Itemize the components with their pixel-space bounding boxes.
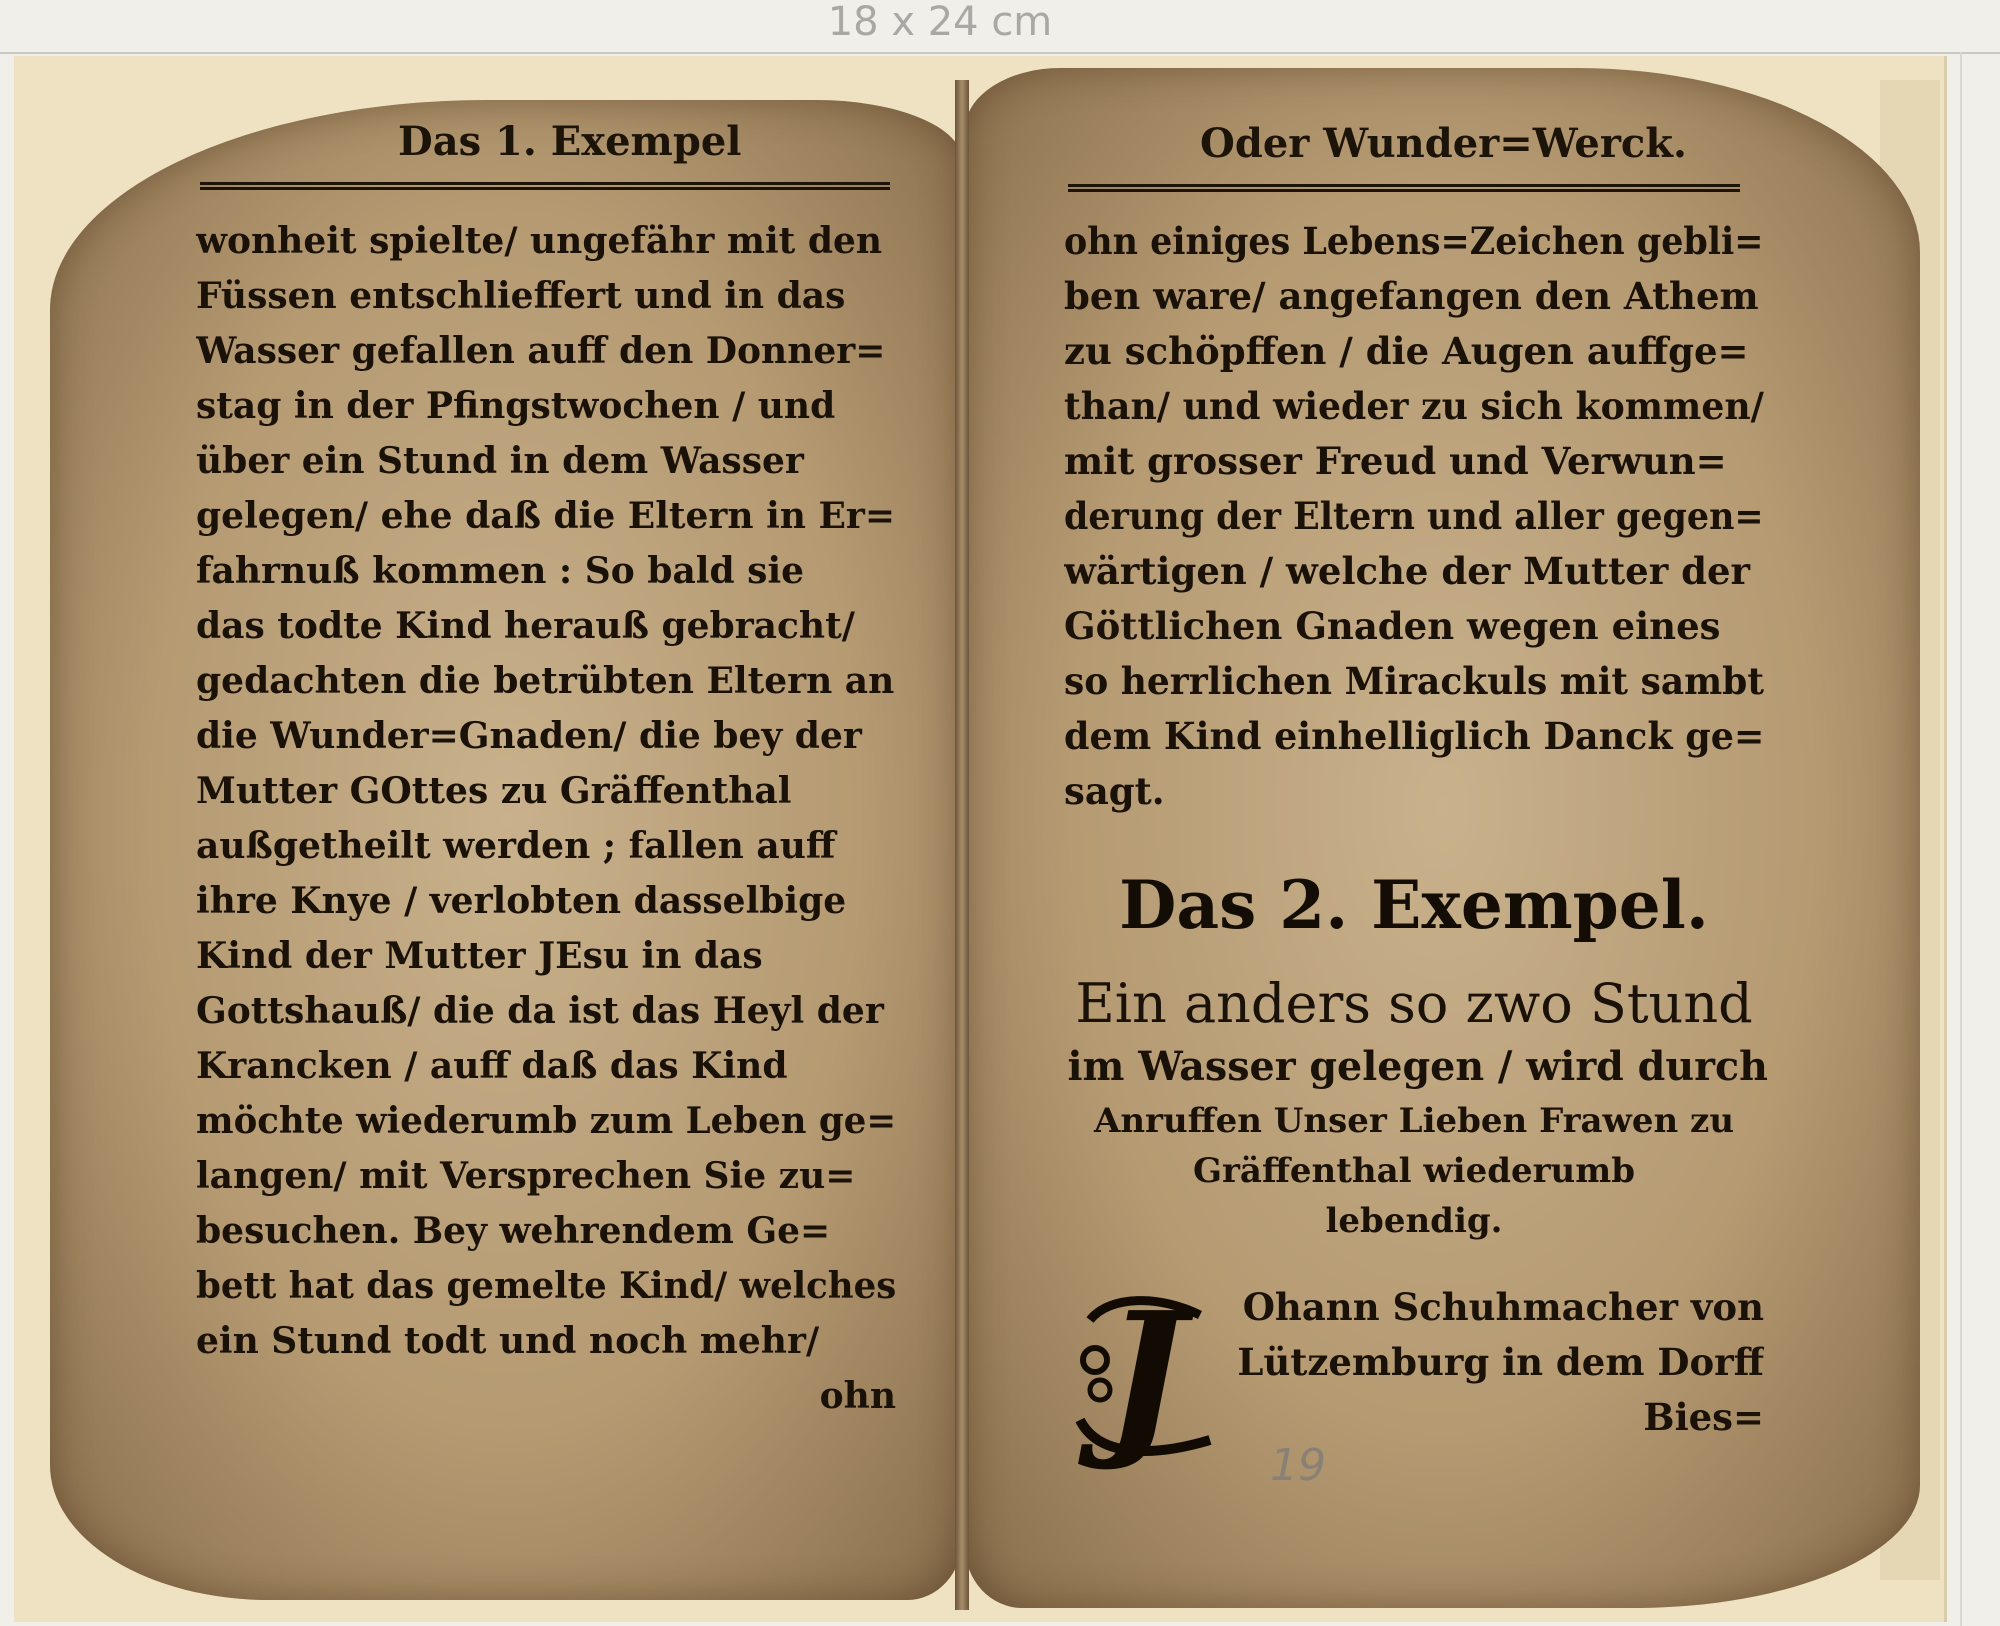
text-line: Füssen entschlieffert und in das: [196, 275, 846, 317]
text-line: than/ und wieder zu sich kommen/: [1064, 384, 1764, 428]
text-line: ein Stund todt und noch mehr/: [196, 1320, 820, 1362]
text-line: wonheit spielte/ ungefähr mit den: [196, 220, 883, 262]
text-line: wärtigen / welche der Mutter der: [1064, 549, 1750, 593]
text-line: besuchen. Bey wehrendem Ge=: [196, 1210, 831, 1252]
text-line: Wasser gefallen auff den Donner=: [196, 330, 886, 372]
right-head-rule: [1068, 184, 1740, 192]
summary-line: im Wasser gelegen / wird durch: [1067, 1043, 1768, 1090]
right-running-head: Oder Wunder=Werck.: [1200, 120, 1687, 167]
text-line: dem Kind einhelliglich Danck ge=: [1064, 714, 1765, 758]
text-line: über ein Stund in dem Wasser: [196, 440, 804, 482]
summary-line: lebendig.: [1325, 1201, 1503, 1241]
text-line: Göttlichen Gnaden wegen eines: [1064, 604, 1721, 648]
text-line: langen/ mit Versprechen Sie zu=: [196, 1155, 856, 1197]
text-line: die Wunder=Gnaden/ die bey der: [196, 715, 862, 757]
section-summary: [1064, 970, 1768, 1246]
text-line: Lützemburg in dem Dorff: [1237, 1340, 1764, 1384]
text-line: sagt.: [1064, 769, 1165, 813]
left-running-head: Das 1. Exempel: [398, 118, 742, 165]
section-body: [1230, 1280, 1764, 1445]
text-line: Ohann Schuhmacher von: [1242, 1285, 1764, 1329]
text-line: Kind der Mutter JEsu in das: [196, 935, 763, 977]
text-line: derung der Eltern und aller gegen=: [1064, 494, 1764, 538]
text-line: ben ware/ angefangen den Athem: [1064, 274, 1759, 318]
text-line: gedachten die betrübten Eltern an: [196, 660, 895, 702]
catchword: ohn: [819, 1375, 896, 1417]
text-line: bett hat das gemelte Kind/ welches: [196, 1265, 897, 1307]
text-line: möchte wiederumb zum Leben ge=: [196, 1100, 897, 1142]
left-text-column: [196, 214, 896, 1424]
text-line: ihre Knye / verlobten dasselbige: [196, 880, 847, 922]
text-line: das todte Kind herauß gebracht/: [196, 605, 855, 647]
text-line: Krancken / auff daß das Kind: [196, 1045, 788, 1087]
right-text-column: [1064, 214, 1764, 819]
pencil-page-number: 19: [1270, 1440, 1326, 1491]
text-line: Gottshauß/ die da ist das Heyl der: [196, 990, 884, 1032]
text-line: außgetheilt werden ; fallen auff: [196, 825, 836, 867]
book-gutter: [955, 80, 969, 1610]
right-rule: [1960, 52, 1962, 1626]
text-line: mit grosser Freud und Verwun=: [1064, 439, 1727, 483]
text-line: ohn einiges Lebens=Zeichen gebli=: [1064, 219, 1764, 263]
summary-line: Ein anders so zwo Stund: [1075, 972, 1753, 1035]
text-line: Mutter GOttes zu Gräffenthal: [196, 770, 792, 812]
summary-line: Gräffenthal wiederumb: [1192, 1151, 1636, 1191]
left-head-rule: [200, 182, 890, 190]
text-line: stag in der Pfingstwochen / und: [196, 385, 836, 427]
scale-label: 18 x 24 cm: [827, 0, 1053, 45]
text-line: gelegen/ ehe daß die Eltern in Er=: [196, 495, 896, 537]
catchword: Bies=: [1643, 1395, 1764, 1439]
text-line: fahrnuß kommen : So bald sie: [196, 550, 805, 592]
text-line: so herrlichen Mirackuls mit sambt: [1064, 659, 1764, 703]
text-line: zu schöpffen / die Augen auffge=: [1064, 329, 1749, 373]
drop-cap: J: [1104, 1275, 1186, 1475]
summary-line: Anruffen Unser Lieben Frawen zu: [1093, 1101, 1735, 1141]
top-rule: [0, 52, 2000, 54]
section-title: Das 2. Exempel.: [1119, 866, 1709, 944]
